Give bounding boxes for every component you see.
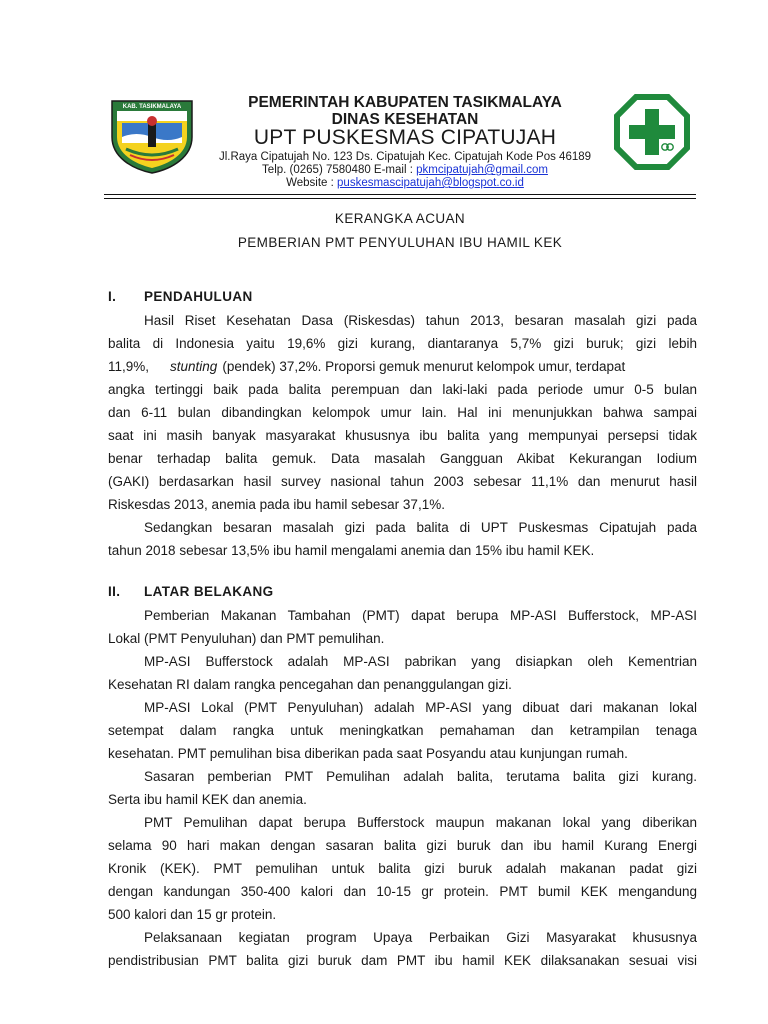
paragraph-line: [108, 357, 697, 377]
paragraph-line: 500 kalori dan 15 gr protein.: [108, 907, 277, 922]
letterhead-contact: [200, 164, 610, 176]
paragraph-line: Sasaran pemberian PMT Pemulihan adalah balita, terutama balita gizi kurang.: [144, 769, 697, 784]
text-run: 11,9%,: [108, 359, 150, 374]
paragraph-line: balita di Indonesia yaitu 19,6% gizi kurang, diantaranya 5,7% gizi buruk; gizi lebih: [108, 336, 697, 351]
document-subtitle: PEMBERIAN PMT PENYULUHAN IBU HAMIL KEK: [237, 235, 563, 250]
paragraph-line: Riskesdas 2013, anemia pada ibu hamil sebesar 37,1%.: [108, 497, 445, 512]
paragraph-line: MP-ASI Bufferstock adalah MP-ASI pabrikan yang disiapkan oleh Kementrian: [144, 654, 697, 669]
paragraph-line: Pelaksanaan kegiatan program Upaya Perbaikan Gizi Masyarakat khususnya: [144, 930, 697, 945]
phone-text: Telp. (0265) 7580480 E-mail :: [262, 164, 417, 176]
paragraph-line: MP-ASI Lokal (PMT Penyuluhan) adalah MP-ASI yang dibuat dari makanan lokal: [144, 700, 697, 715]
section-title: PENDAHULUAN: [144, 289, 253, 304]
tasikmalaya-regency-emblem: [106, 97, 198, 175]
letterhead-government: PEMERINTAH KABUPATEN TASIKMALAYA: [248, 94, 562, 111]
document-title: KERANGKA ACUAN: [334, 211, 466, 226]
paragraph-line: Serta ibu hamil KEK dan anemia.: [108, 792, 307, 807]
paragraph-line: selama 90 hari makan dengan sasaran balita gizi buruk dan ibu hamil Kurang Energi: [108, 838, 697, 853]
letterhead-institution: UPT PUSKESMAS CIPATUJAH: [253, 126, 557, 149]
section-number: I.: [108, 289, 117, 304]
paragraph-line: Kronik (KEK). PMT pemulihan untuk balita gizi buruk adalah makanan padat gizi: [108, 861, 697, 876]
paragraph-line: saat ini masih banyak masyarakat khususnya ibu balita yang mempunyai persepsi tidak: [108, 428, 697, 443]
paragraph-line: dengan kandungan 350-400 kalori dan 10-15 gr protein. PMT bumil KEK mengandung: [108, 884, 697, 899]
paragraph-line: Pemberian Makanan Tambahan (PMT) dapat berupa MP-ASI Bufferstock, MP-ASI: [144, 608, 697, 623]
section-heading-latar-belakang: [108, 584, 274, 599]
letterhead-website: [200, 177, 610, 189]
paragraph-line: tahun 2018 sebesar 13,5% ibu hamil mengalami anemia dan 15% ibu hamil KEK.: [108, 543, 595, 558]
paragraph-line: (GAKI) berdasarkan hasil survey nasional tahun 2003 sebesar 11,1% dan menurut hasil: [108, 474, 697, 489]
website-prefix: Website :: [286, 177, 338, 189]
website-link[interactable]: puskesmascipatujah@blogspot.co.id: [337, 177, 524, 189]
paragraph-line: Lokal (PMT Penyuluhan) dan PMT pemulihan.: [108, 631, 385, 646]
puskesmas-logo: [614, 94, 690, 170]
section-title: LATAR BELAKANG: [144, 584, 274, 599]
paragraph-line: Sedangkan besaran masalah gizi pada balita di UPT Puskesmas Cipatujah pada: [144, 520, 697, 535]
letterhead-rule-thick: [104, 194, 696, 195]
paragraph-line: kesehatan. PMT pemulihan bisa diberikan pada saat Posyandu atau kunjungan rumah.: [108, 746, 628, 761]
paragraph-line: PMT Pemulihan dapat berupa Bufferstock maupun makanan lokal yang diberikan: [144, 815, 697, 830]
section-number: II.: [108, 584, 121, 599]
letterhead-address: Jl.Raya Cipatujah No. 123 Ds. Cipatujah Kec. Cipatujah Kode Pos 46189: [218, 151, 592, 163]
text-run: (pendek) 37,2%. Proporsi gemuk menurut kelompok umur, terdapat: [222, 359, 626, 374]
paragraph-line: setempat dalam rangka untuk meningkatkan pemahaman dan ketrampilan tenaga: [108, 723, 697, 738]
section-heading-pendahuluan: [108, 289, 253, 304]
paragraph-line: Kesehatan RI dalam rangka pencegahan dan penanggulangan gizi.: [108, 677, 512, 692]
email-link[interactable]: pkmcipatujah@gmail.com: [416, 164, 548, 176]
letterhead-department: DINAS KESEHATAN: [331, 111, 479, 128]
paragraph-line: angka tertinggi baik pada balita perempuan dan laki-laki pada periode umur 0-5 bulan: [108, 382, 697, 397]
paragraph-line: dan 6-11 bulan dibandingkan kelompok umur lain. Hal ini menunjukkan bahwa sampai: [108, 405, 697, 420]
paragraph-line: benar terhadap balita gemuk. Data masalah Gangguan Akibat Kekurangan Iodium: [108, 451, 697, 466]
letterhead-rule-thin: [104, 198, 696, 199]
italic-term: stunting: [170, 359, 218, 374]
paragraph-line: pendistribusian PMT balita gizi buruk dam PMT ibu hamil KEK dilaksanakan sesuai visi: [108, 953, 697, 968]
paragraph-line: Hasil Riset Kesehatan Dasa (Riskesdas) tahun 2013, besaran masalah gizi pada: [144, 313, 697, 328]
emblem-label: KAB. TASIKMALAYA: [122, 104, 182, 110]
